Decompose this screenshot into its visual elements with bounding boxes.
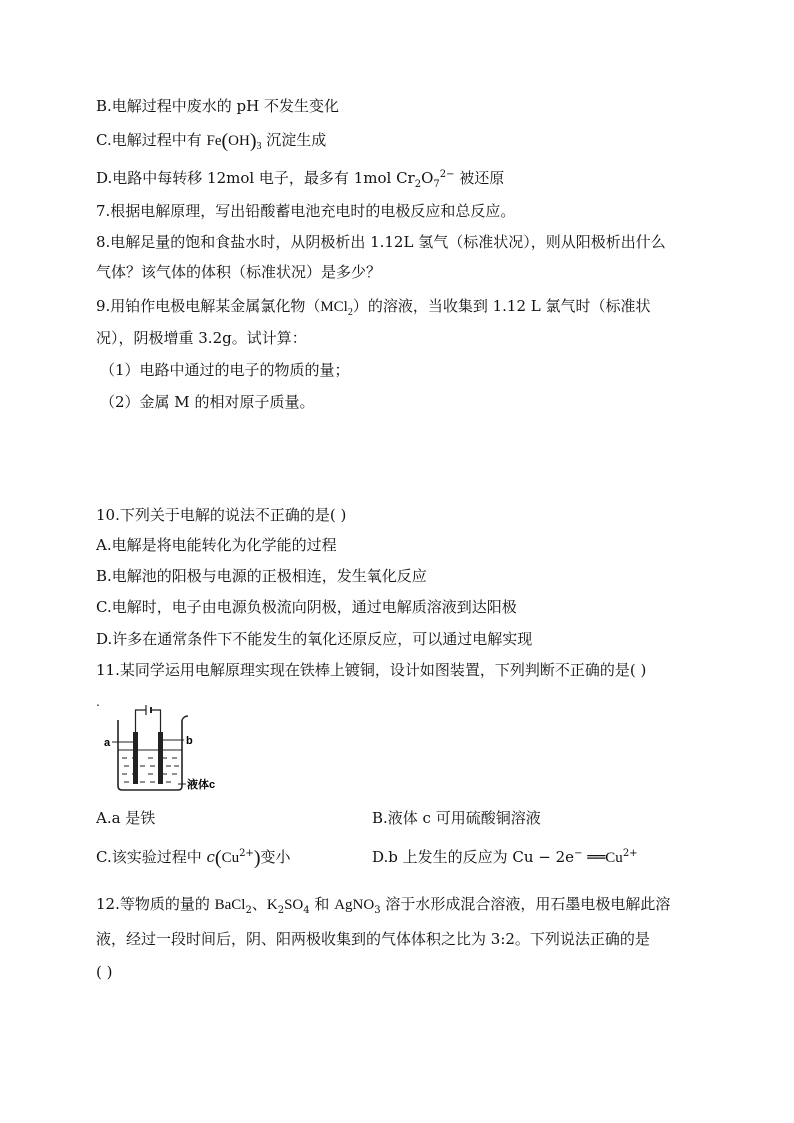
q8-stem-line2: 气体？该气体的体积（标准状况）是多少？ — [96, 263, 382, 281]
q11-stem: 11.某同学运用电解原理实现在铁棒上镀铜，设计如图装置，下列判断不正确的是( ) — [96, 661, 647, 679]
label-a: a — [104, 737, 111, 749]
beaker-outline — [118, 720, 182, 790]
label-b: b — [186, 735, 193, 747]
q10-stem: 10.下列关于电解的说法不正确的是( ) — [96, 506, 347, 524]
q12-stem-line1: 12.等物质的量的 BaCl$_2$、$K_2SO_4$ 和 AgNO$_3$ 溶于水形成混合溶液，用石墨电极电解此溶 — [96, 895, 671, 916]
q6-option-d: D.电路中每转移 12mol 电子，最多有 1mol $Cr_2O_7^{2-}$ 被还原 — [96, 169, 505, 190]
electrode-a — [133, 732, 138, 784]
q11-option-d: D.b 上发生的反应为 Cu − 2e− $══Cu^{2+}$ — [372, 848, 638, 866]
q10-option-b: B.电解池的阳极与电源的正极相连，发生氧化反应 — [96, 567, 427, 585]
liquid-dashes — [122, 758, 179, 782]
electrode-b — [158, 732, 163, 784]
q11-option-a: A.a 是铁 — [96, 809, 156, 827]
q6-option-c: C.电解过程中有 $Fe(OH)_3$ 沉淀生成 — [96, 130, 327, 152]
q11-option-c: C.该实验过程中 $c(Cu^{2+})$变小 — [96, 847, 291, 869]
beaker-spout — [182, 716, 188, 720]
q6-option-b: B.电解过程中废水的 pH 不发生变化 — [96, 97, 340, 115]
q9-stem-line2: 况），阴极增重 3.2g。试计算： — [96, 329, 307, 347]
q10-option-c: C.电解时，电子由电源负极流向阴极，通过电解质溶液到达阳极 — [96, 598, 517, 616]
q12-stem-line3: ( ) — [96, 963, 113, 981]
q10-option-a: A.电解是将电能转化为化学能的过程 — [96, 536, 337, 554]
wire-left — [136, 710, 147, 732]
q8-stem-line1: 8.电解足量的饱和食盐水时，从阴极析出 1.12L 氢气（标准状况），则从阳极析出什么 — [96, 233, 666, 251]
q9-subquestion-2: （2）金属 M 的相对原子质量。 — [100, 393, 315, 411]
wire-right — [152, 710, 161, 732]
electrolysis-apparatus-figure — [96, 704, 256, 800]
q9-stem-line1: 9.用铂作电极电解某金属氯化物（MCl$_2$）的溶液，当收集到 1.12 L 氯气时（标准状 — [96, 297, 651, 318]
q11-option-b: B.液体 c 可用硫酸铜溶液 — [372, 809, 541, 827]
q7-stem: 7.根据电解原理，写出铅酸蓄电池充电时的电极反应和总反应。 — [96, 202, 516, 220]
label-c: 液体c — [187, 779, 216, 791]
q9-subquestion-1: （1）电路中通过的电子的物质的量； — [100, 361, 350, 379]
apparatus-diagram — [96, 704, 256, 800]
q11-dot: . — [96, 695, 100, 709]
q10-option-d: D.许多在通常条件下不能发生的氧化还原反应，可以通过电解实现 — [96, 630, 533, 648]
q12-stem-line2: 液，经过一段时间后，阴、阳两极收集到的气体体积之比为 3:2。下列说法正确的是 — [96, 930, 650, 948]
